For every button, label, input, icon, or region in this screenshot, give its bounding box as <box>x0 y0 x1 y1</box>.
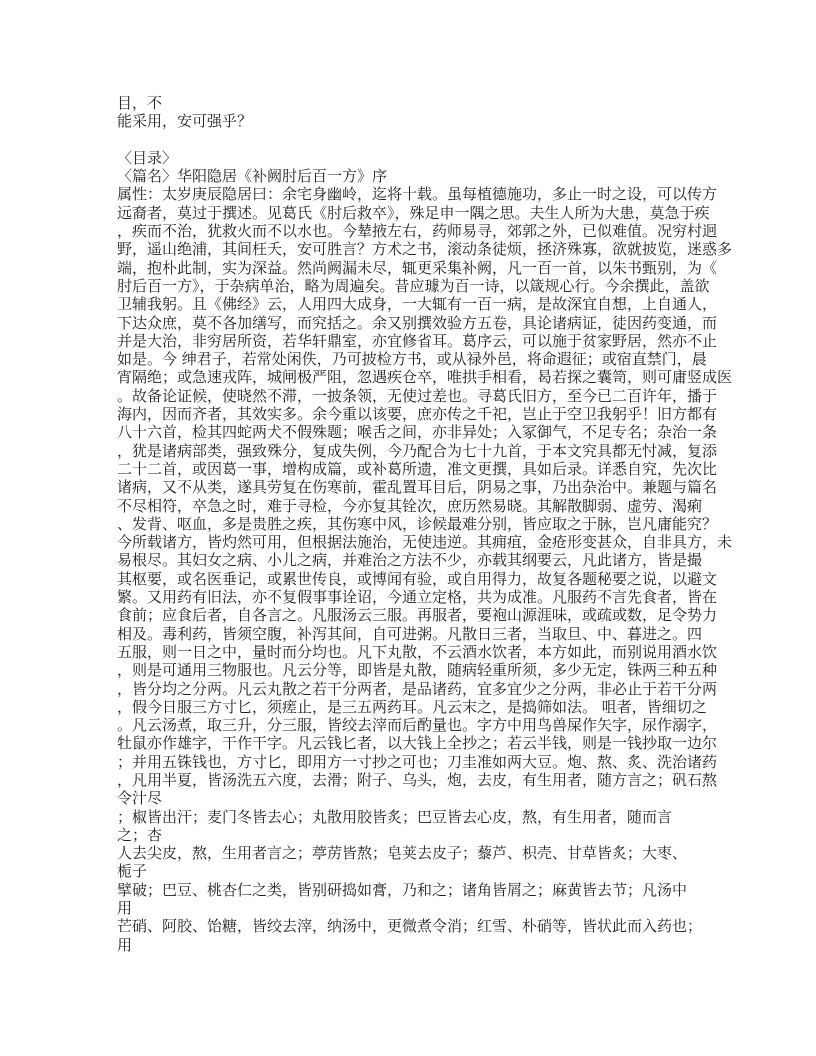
text-line: 牡鼠亦作雄字，干作干字。凡云钱匕者，以大钱上全抄之；若云半钱，则是一钱抄取一边尔 <box>117 734 718 753</box>
text-line: 令汁尽 <box>117 789 163 808</box>
text-line: 下达众庶，莫不各加缮写，而究括之。余又别撰效验方五卷，具论诸病证，徒因药变通，而 <box>117 313 718 332</box>
text-line: 属性：太岁庚辰隐居曰：余宅身幽岭，迄将十载。虽每植德施功，多止一时之设，可以传方 <box>117 185 718 204</box>
text-line: ，凡用半夏，皆汤洗五六度，去滑；附子、乌头，炮，去皮，有生用者，随方言之；矾石熬 <box>117 770 718 789</box>
text-line: 食前；应食后者，自各言之。凡服汤云三服。再服者，要袍山源涯味，或疏或数，足令势力 <box>117 606 718 625</box>
text-line: 今所载诸方，皆灼然可用，但根据法施治，无使违逆。其痈疽，金疮形变甚众，自非具方，未 <box>117 533 733 552</box>
text-line: 远裔者，莫过于撰述。见葛氏《肘后救卒》，殊足申一隅之思。夫生人所为大患，莫急于疾 <box>117 203 710 222</box>
text-line: 端，抱朴此制，实为深益。然尚阙漏未尽，辄更采集补阙，凡一百一首，以朱书甄别，为《 <box>117 258 718 277</box>
text-line: 八十六首，检其四蛇两犬不假殊题；喉舌之间，亦非异处；入冢御气，不足专名；杂治一条 <box>117 423 718 442</box>
text-line: 〈目录〉 <box>117 148 178 167</box>
text-line: 擘破；巴豆、桃杏仁之类，皆别研捣如膏，乃和之；诸角皆屑之；麻黄皆去节；凡汤中 <box>117 880 688 899</box>
text-line: 野，遥山绝浦，其间枉夭，安可胜言？方术之书，滚动条徒烦，拯济殊寡，欲就披览，迷惑多 <box>117 240 733 259</box>
text-line: 能采用，安可强乎？ <box>117 112 253 131</box>
text-line: ，犹是诸病部类，强致殊分，复成失例，今乃配合为七十九首，于本文究具都无忖减，复添 <box>117 441 718 460</box>
text-line: 宵隔绝；或急速戎阵，城闸极严阻，忽遇疾仓卒，唯拱手相看，曷若探之囊笥，则可庸竖成医 <box>117 368 733 387</box>
text-line: 肘后百一方》，于杂病单治，略为周遍矣。昔应璩为百一诗，以箴规心行。今余撰此，盖欲 <box>117 276 710 295</box>
blank-line <box>117 131 717 149</box>
text-line: 芒硝、阿胶、饴糖，皆绞去滓，纳汤中，更微煮令消；红雪、朴硝等，皆状此而入药也； <box>117 917 703 936</box>
text-line: 目，不 <box>117 94 163 112</box>
text-line: 不尽相符，卒急之时，难于寻检，今亦复其铨次，庶历然易晓。其解散脚弱、虚劳、渴痢 <box>117 496 703 515</box>
text-line: 卫辅我躬。且《佛经》云，人用四大成身，一大辄有一百一病，是故深宜自想，上自通人， <box>117 295 718 314</box>
text-line: 相及。毒利药，皆须空腹，补泻其间，自可进粥。凡散日三者，当取旦、中、暮进之。四 <box>117 624 703 643</box>
text-line: ，假今日服三方寸匕，须瘥止，是三五两药耳。凡云末之，是捣筛如法。 咀者，皆细切之 <box>117 697 707 716</box>
text-line: 〈篇名〉华阳隐居《补阙肘后百一方》序 <box>117 167 388 186</box>
text-line: 繁。又用药有旧法，亦不复假事事诠诏，今通立定格，共为成准。凡服药不言先食者，皆在 <box>117 588 718 607</box>
text-line: 、发背、呕血，多是贵胜之疾，其伤寒中风，诊候最难分别，皆应取之于脉，岂凡庸能究？ <box>117 514 718 533</box>
text-line: 并是大治，非穷居所资，若华轩鼎室，亦宜修省耳。葛序云，可以施于贫家野居，然亦不止 <box>117 331 718 350</box>
text-line: ，则是可通用三物服也。凡云分等，即皆是丸散，随病轻重所须，多少无定，铢两三种五种 <box>117 661 718 680</box>
text-line: 海内，因而齐者，其效实多。余今重以该要，庶亦传之千祀，岂止于空卫我躬乎！旧方都有 <box>117 405 718 424</box>
text-line: 如是。今 绅君子，若常处闲佚，乃可披检方书，或从禄外邑，将命遐征；或宿直禁门，晨 <box>117 350 707 369</box>
text-line: 用 <box>117 899 133 918</box>
text-line: ，皆分均之分两。凡云丸散之若干分两者，是品诸药，宜多宜少之分两，非必止于若干分两 <box>117 679 718 698</box>
text-line: 栀子 <box>117 862 148 881</box>
document-body <box>117 94 733 954</box>
text-line: 用 <box>117 935 133 954</box>
text-line: 易根尽。其妇女之病、小儿之病，并难治之方法不少，亦载其纲要云，凡此诸方，皆是撮 <box>117 551 703 570</box>
text-line: 之；杏 <box>117 825 163 844</box>
text-line: 人去尖皮，熬，生用者言之；葶苈皆熬；皂荚去皮子；藜芦、枳壳、甘草皆炙；大枣、 <box>117 844 688 863</box>
text-line: ；并用五铢钱也，方寸匕，即用方一寸抄之可也；刀圭准如两大豆。炮、熬、炙、洗治诸药 <box>117 752 718 771</box>
text-line: 诸病，又不从类，遂具劳复在伤寒前，霍乱置耳目后，阴易之事，乃出杂治中。兼题与篇名 <box>117 478 718 497</box>
text-line: 其枢要，或名医垂记，或累世传良，或博闻有验，或自用得力，故复各题秘要之说，以避文 <box>117 569 718 588</box>
text-line: ，疾而不治，犹救火而不以水也。今辇掖左右，药师易寻，郊郭之外，已似难值。况穷村迥 <box>117 222 718 241</box>
text-line: 。凡云汤煮，取三升，分三服，皆绞去滓而后酌量也。字方中用鸟兽屎作矢字，尿作溺字， <box>117 716 718 735</box>
text-line: 二十二首，或因葛一事，增构成篇，或补葛所遗，准文更撰，具如后录。详悉自究，先次比 <box>117 459 718 478</box>
text-line: 。故备论证候，使晓然不滞，一披条领，无使过差也。寻葛氏旧方，至今已二百许年，播于 <box>117 386 718 405</box>
text-line: ；椒皆出汗；麦门冬皆去心；丸散用胶皆炙；巴豆皆去心皮，熬，有生用者，随而言 <box>117 807 673 826</box>
text-line: 五服，则一日之中，量时而分均也。凡下丸散，不云酒水饮者，本方如此，而别说用酒水饮 <box>117 642 718 661</box>
